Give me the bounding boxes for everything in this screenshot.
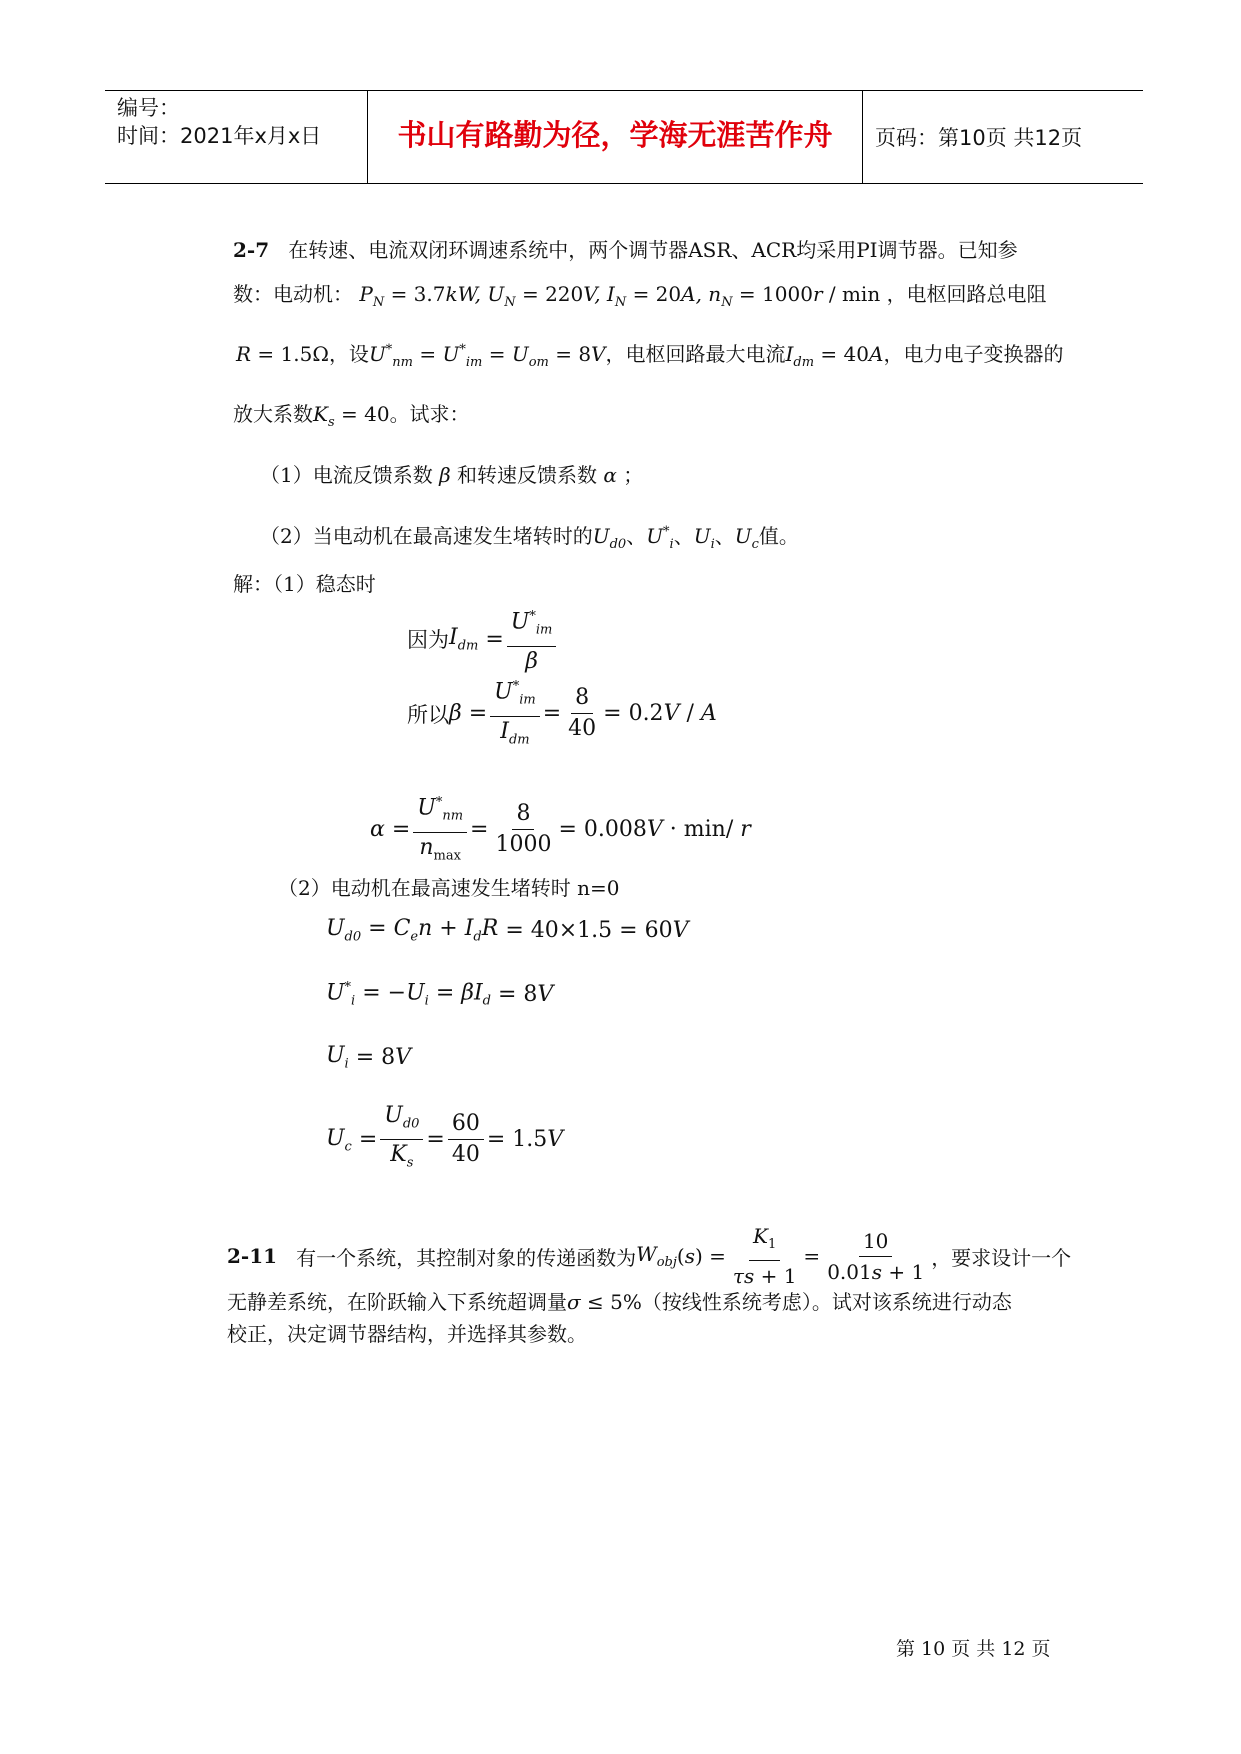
problem-2-7-line2 <box>233 278 1047 310</box>
fraction: $\frac{60}{40}$ <box>448 1111 484 1168</box>
text: 有一个系统，其控制对象的传递函数为 <box>296 1245 637 1270</box>
problem-number: 2-11 <box>227 1244 278 1268</box>
equation-ud0: $U_{d0} = C_en + I_dR$ = 40×1.5 = 60 V <box>326 916 689 945</box>
equation-ui: $U_i$ = 8 V <box>326 1043 412 1072</box>
question-2 <box>260 520 799 552</box>
motor-params: $P_N = 3.7kW$, $U_N = 220V$, $I_N = 20A$, $n_N = 1000r / \min$ <box>359 282 881 310</box>
fraction: $\frac{U_{d0}}{K_s}$ <box>380 1103 423 1177</box>
solution-heading: 解：（1）稳态时 <box>233 572 376 596</box>
equation-ui-star: $U^*_i = -U_i = \beta I_d$ = 8 V <box>326 980 554 1009</box>
formula: σ ≤ 5% <box>567 1290 642 1314</box>
equation-beta: 所以 β = $\frac{U^*_{im}}{I_{dm}}$ = $\frac{8}{40}$ = 0.2 V / A <box>407 674 717 753</box>
problem-2-11-line2 <box>227 1286 1012 1315</box>
equation-idm: 因为 $I_{dm}$ = $\frac{U^*_{im}}{\beta}$ <box>407 604 559 675</box>
formula: R = 1.5Ω <box>236 342 329 366</box>
formula: $K_s = 40$ <box>313 402 390 430</box>
text: 和转速反馈系数 <box>457 463 598 487</box>
fraction: $\frac{U^*_{im}}{\beta}$ <box>507 604 557 675</box>
text: ，要求设计一个 <box>931 1245 1072 1270</box>
text: 无静差系统，在阶跃输入下系统超调量 <box>227 1290 567 1314</box>
serial-label: 编号： <box>117 96 180 120</box>
problem-2-7-line4 <box>233 398 470 430</box>
text: （1）电流反馈系数 <box>260 463 433 487</box>
header-divider <box>862 91 863 183</box>
solution-part-2: （2）电动机在最高速发生堵转时 n=0 <box>278 876 620 900</box>
formula: $U_{d0}$、$U^*_i$、$U_i$、$U_c$ <box>592 524 759 552</box>
page-header <box>105 90 1143 184</box>
equation-alpha: α = $\frac{U^*_{nm}}{n_{max}}$ = $\frac{8}{1000}$ = 0.008 V · min/ r <box>370 790 751 869</box>
question-1 <box>260 459 643 488</box>
problem-number: 2-7 <box>233 238 270 262</box>
time-label: 时间：2021年x月x日 <box>117 124 322 148</box>
problem-2-11-line3: 校正，决定调节器结构，并选择其参数。 <box>227 1322 587 1346</box>
text: 在转速、电流双闭环调速系统中，两个调节器ASR、ACR均采用PI调节器。已知参 <box>288 238 1018 262</box>
text: 放大系数 <box>233 402 313 426</box>
text: ，设 <box>328 342 369 366</box>
formula: β <box>432 463 458 487</box>
text: （按线性系统考虑）。试对该系统进行动态 <box>641 1290 1012 1314</box>
text: 。试求： <box>389 402 470 426</box>
formula: $U^*_{nm} = U^*_{im} = U_{om} = 8V$ <box>368 342 606 370</box>
text: ； <box>623 463 644 487</box>
header-meta <box>117 94 321 150</box>
fraction: $\frac{U^*_{im}}{I_{dm}}$ <box>490 674 540 753</box>
problem-2-11-line1: 2-11 有一个系统，其控制对象的传递函数为 $W_{obj}$ ( s ) = $\frac{K_1}{\tau s + 1}$ = $\frac{10}{0.01s + 1}$ ，要求设计一个 <box>227 1224 1072 1288</box>
fraction: $\frac{8}{1000}$ <box>495 801 552 858</box>
header-divider <box>367 91 368 183</box>
page-footer: 第 10 页 共 12 页 <box>896 1638 1051 1660</box>
fraction: $\frac{8}{40}$ <box>568 685 597 742</box>
text: 因为 <box>407 628 449 653</box>
text: ，电枢回路总电阻 <box>886 282 1047 306</box>
fraction: $\frac{K_1}{\tau s + 1}$ <box>732 1224 797 1288</box>
text: ，电枢回路最大电流 <box>605 342 786 366</box>
text: 所以 <box>407 702 449 727</box>
text: （2）当电动机在最高速发生堵转时的 <box>260 524 593 548</box>
fraction: $\frac{10}{0.01s + 1}$ <box>827 1228 925 1284</box>
formula: α <box>597 463 624 487</box>
text: 数：电动机： <box>233 282 353 306</box>
problem-2-7-line3 <box>236 338 1063 370</box>
fraction: $\frac{U^*_{nm}}{n_{max}}$ <box>413 790 467 869</box>
equation-uc: $U_c$ = $\frac{U_{d0}}{K_s}$ = $\frac{60}{40}$ = 1.5 V <box>326 1103 563 1177</box>
problem-2-7-line1 <box>233 234 1018 263</box>
formula: $I_{dm} = 40A$ <box>785 342 884 370</box>
text: ，电力电子变换器的 <box>883 342 1064 366</box>
header-page-label: 页码：第10页 共12页 <box>875 126 1083 150</box>
text: 值。 <box>758 524 799 548</box>
header-motto: 书山有路勤为径，学海无涯苦作舟 <box>397 118 833 152</box>
